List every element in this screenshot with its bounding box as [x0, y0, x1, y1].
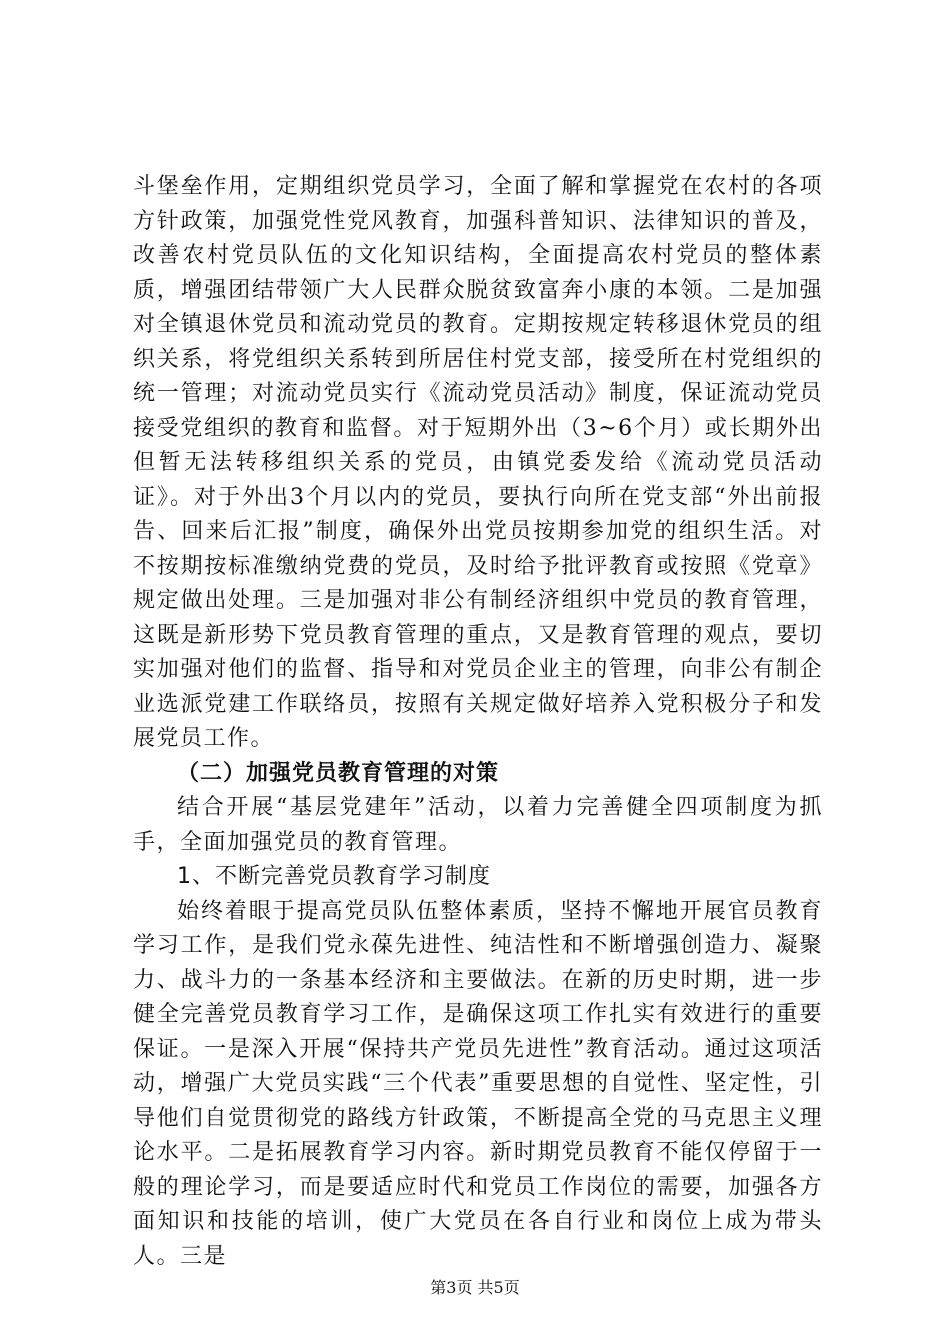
paragraph-intro: 结合开展“基层党建年”活动，以着力完善健全四项制度为抓手，全面加强党员的教育管理。: [133, 795, 823, 855]
subsection-heading: 1、不断完善党员教育学习制度: [177, 864, 491, 889]
section-heading: （二）加强党员教育管理的对策: [177, 760, 500, 786]
paragraph-continued: 斗堡垒作用，定期组织党员学习，全面了解和掌握党在农村的各项方针政策，加强党性党风教育，加强科普知识、法律知识的普及，改善农村党员队伍的文化知识结构，全面提高农村党员的整体素质，增强团结带领广大人民群众脱贫致富奔小康的本领。二是加强对全镇退休党员和流动党员的教育。定期按规定转移退休党员的组织关系，将党组织关系转到所居住村党支部，接受所在村党组织的统一管理；对流动党员实行《流动党员活动》制度，保证流动党员接受党组织的教育和监督。对于短期外出（3~6个月）或长期外出但暂无法转移组织关系的党员，由镇党委发给《流动党员活动证》。对于外出3个月以内的党员，要执行向所在党支部“外出前报告、回来后汇报”制度，确保外出党员按期参加党的组织生活。对不按期按标准缴纳党费的党员，及时给予批评教育或按照《党章》规定做出处理。三是加强对非公有制经济组织中党员的教育管理，这既是新形势下党员教育管理的重点，又是教育管理的观点，要切实加强对他们的监督、指导和对党员企业主的管理，向非公有制企业选派党建工作联络员，按照有关规定做好培养入党积极分子和发展党员工作。: [133, 174, 823, 751]
paragraph-body: 始终着眼于提高党员队伍整体素质，坚持不懈地开展官员教育学习工作，是我们党永葆先进性、纯洁性和不断增强创造力、凝聚力、战斗力的一条基本经济和主要做法。在新的历史时期，进一步健全完善党员教育学习工作，是确保这项工作扎实有效进行的重要保证。一是深入开展“保持共产党员先进性”教育活动。通过这项活动，增强广大党员实践“三个代表”重要思想的自觉性、坚定性，引导他们自觉贯彻党的路线方针政策，不断提高全党的马克思主义理论水平。二是拓展教育学习内容。新时期党员教育不能仅停留于一般的理论学习，而是要适应时代和党员工作岗位的需要，加强各方面知识和技能的培训，使广大党员在各自行业和岗位上成为带头人。三是: [133, 898, 823, 1269]
page-number-footer: 第3页 共5页: [430, 1278, 520, 1297]
document-body: [133, 170, 823, 1274]
